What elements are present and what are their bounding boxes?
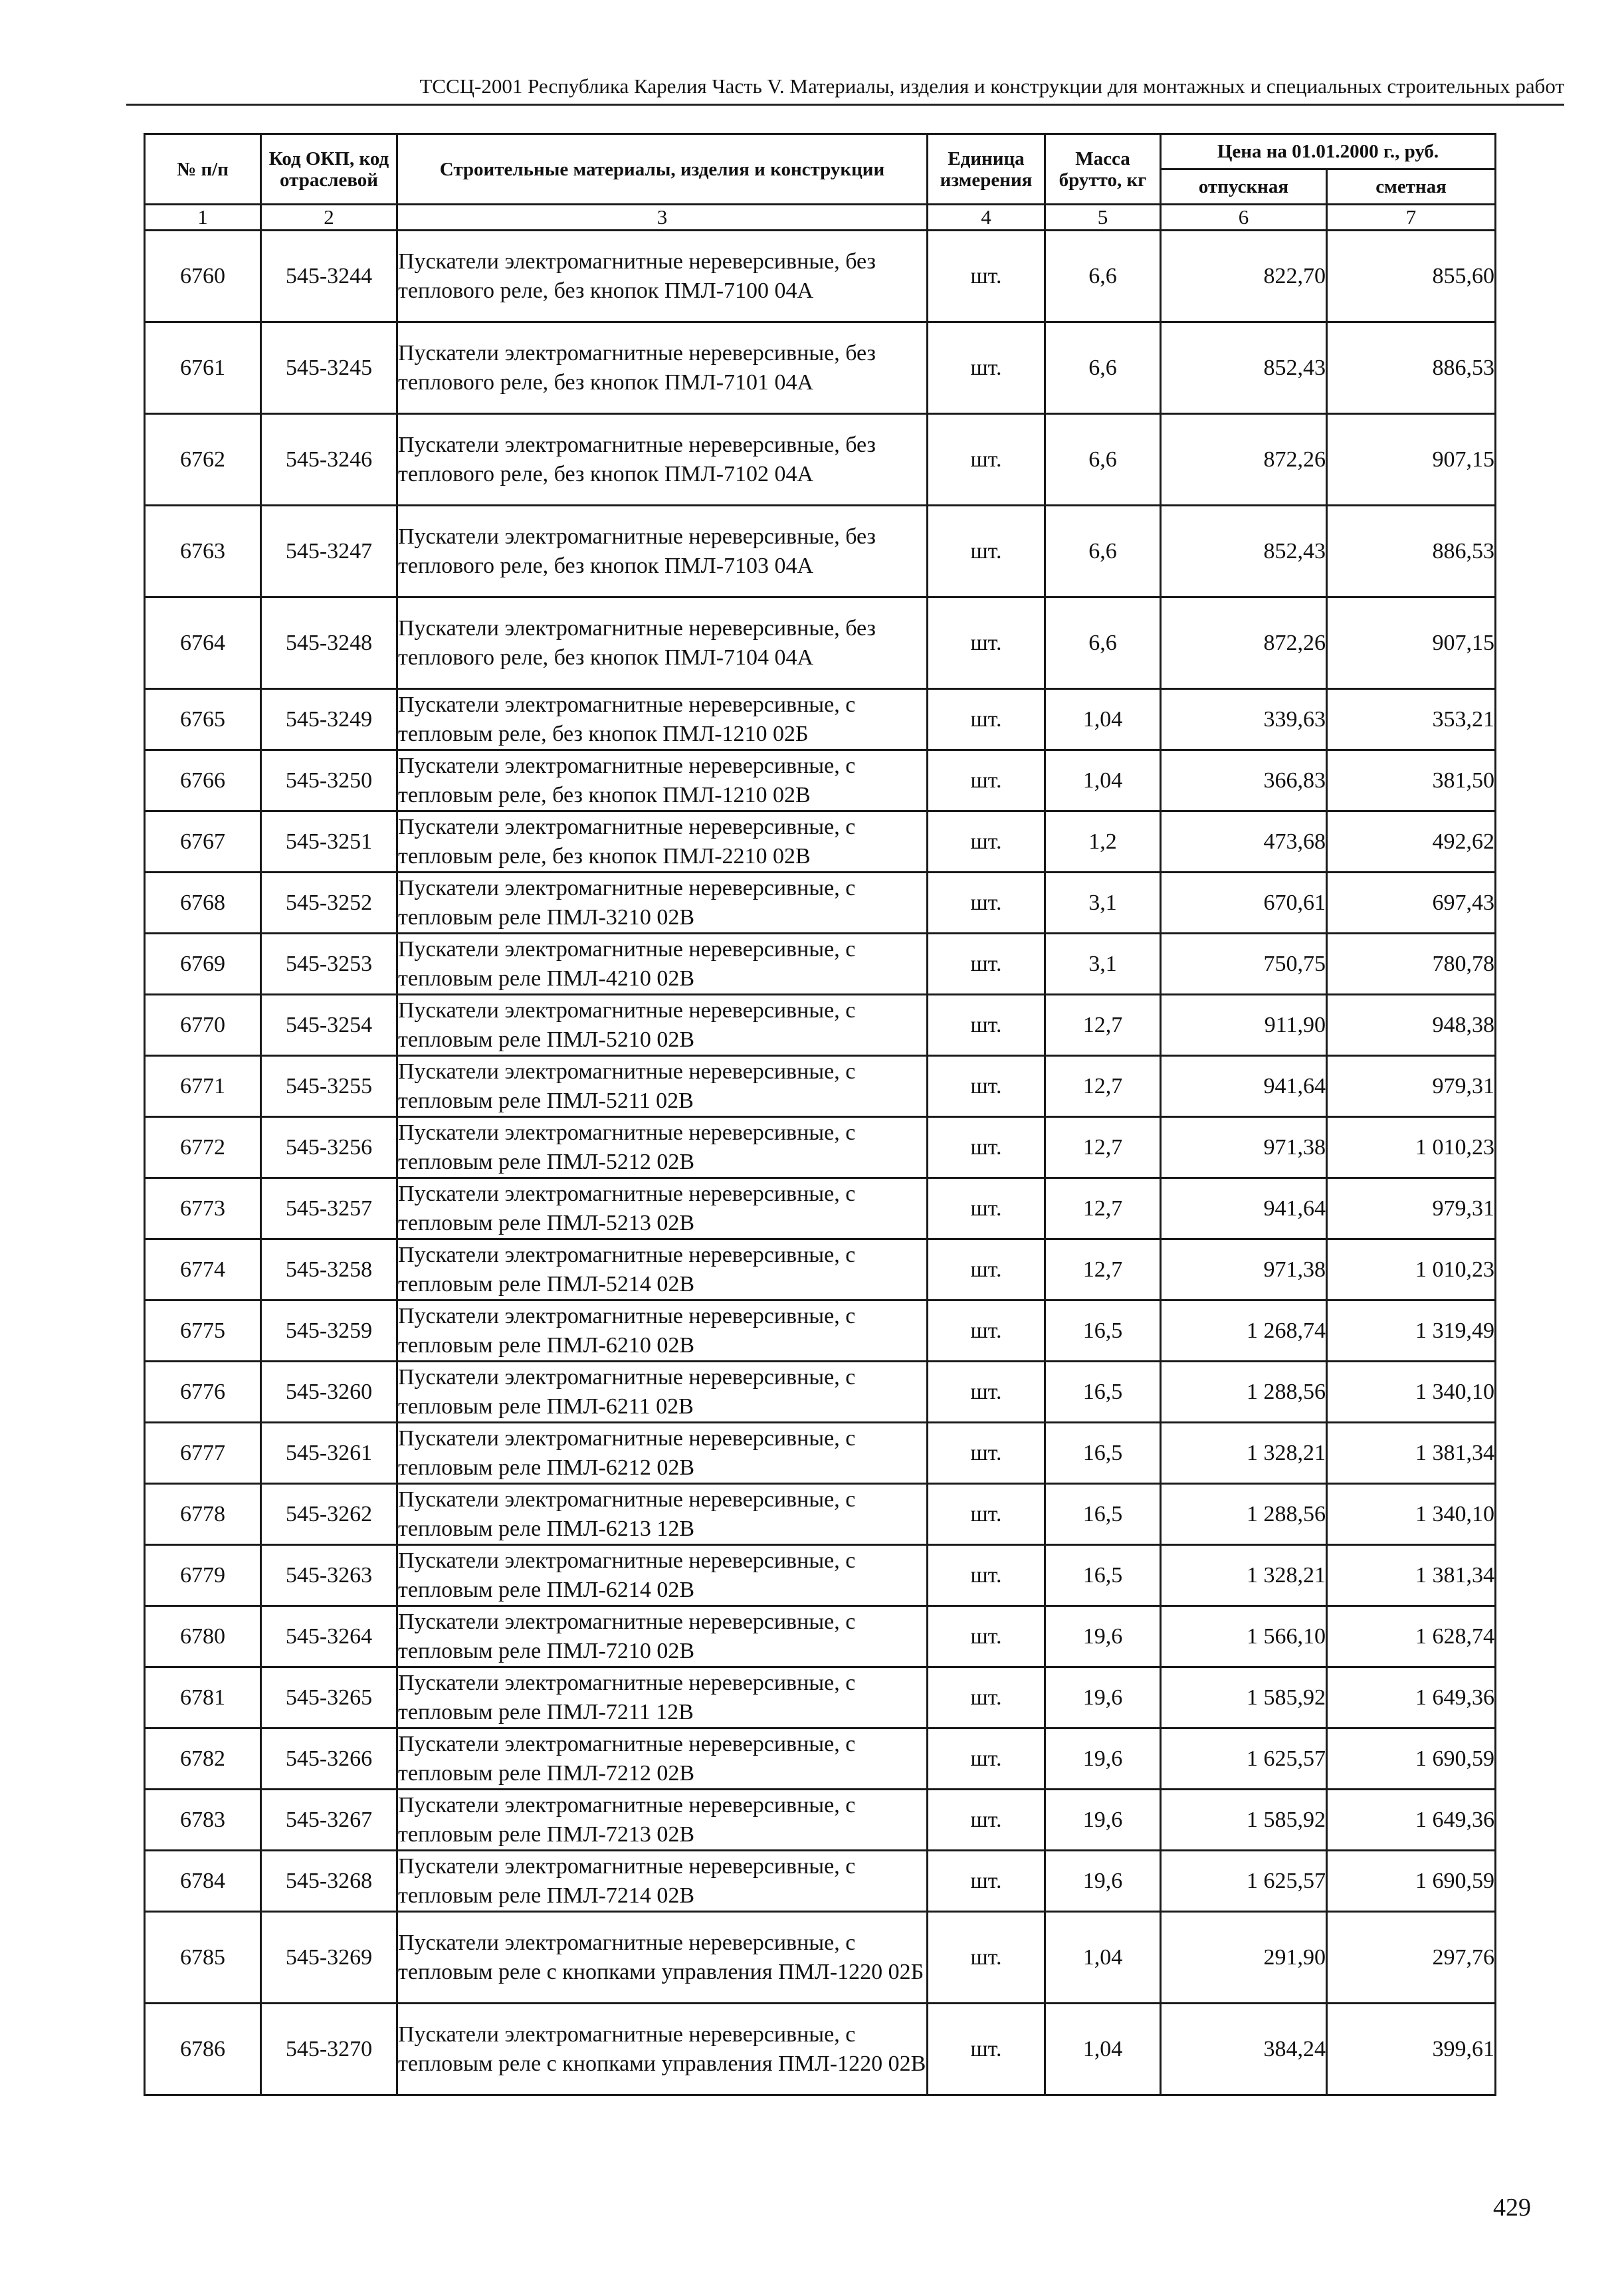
item-number: 6784 [145, 1851, 261, 1912]
item-description: Пускатели электромагнитные нереверсивные, с тепловым реле ПМЛ-6213 12В [397, 1484, 928, 1545]
item-number: 6768 [145, 873, 261, 934]
header-code: Код ОКП, код отраслевой [261, 134, 397, 205]
estimate-price: 1 340,10 [1327, 1362, 1496, 1423]
release-price: 1 328,21 [1161, 1545, 1327, 1606]
gross-mass: 19,6 [1045, 1851, 1161, 1912]
item-description: Пускатели электромагнитные нереверсивные, с тепловым реле ПМЛ-5213 02В [397, 1178, 928, 1239]
gross-mass: 1,04 [1045, 750, 1161, 811]
column-number: 2 [261, 205, 397, 231]
gross-mass: 12,7 [1045, 1178, 1161, 1239]
item-description: Пускатели электромагнитные нереверсивные, с тепловым реле ПМЛ-5214 02В [397, 1239, 928, 1300]
okp-code: 545-3244 [261, 231, 397, 322]
okp-code: 545-3268 [261, 1851, 397, 1912]
estimate-price: 979,31 [1327, 1056, 1496, 1117]
column-number: 4 [928, 205, 1045, 231]
item-description: Пускатели электромагнитные нереверсивные, с тепловым реле ПМЛ-7211 12В [397, 1667, 928, 1728]
item-number: 6777 [145, 1423, 261, 1484]
gross-mass: 16,5 [1045, 1484, 1161, 1545]
item-description: Пускатели электромагнитные нереверсивные, без теплового реле, без кнопок ПМЛ-7101 04А [397, 322, 928, 414]
column-number: 5 [1045, 205, 1161, 231]
unit-of-measure: шт. [928, 1423, 1045, 1484]
gross-mass: 16,5 [1045, 1423, 1161, 1484]
column-number: 1 [145, 205, 261, 231]
estimate-price: 780,78 [1327, 934, 1496, 995]
table-row [145, 1545, 1496, 1606]
table-row [145, 689, 1496, 750]
table-row [145, 1300, 1496, 1362]
unit-of-measure: шт. [928, 1056, 1045, 1117]
okp-code: 545-3266 [261, 1728, 397, 1790]
unit-of-measure: шт. [928, 597, 1045, 689]
gross-mass: 16,5 [1045, 1362, 1161, 1423]
release-price: 1 566,10 [1161, 1606, 1327, 1667]
table-row [145, 1728, 1496, 1790]
release-price: 1 288,56 [1161, 1484, 1327, 1545]
item-number: 6775 [145, 1300, 261, 1362]
unit-of-measure: шт. [928, 689, 1045, 750]
table-row [145, 1606, 1496, 1667]
item-description: Пускатели электромагнитные нереверсивные, с тепловым реле ПМЛ-3210 02В [397, 873, 928, 934]
estimate-price: 907,15 [1327, 597, 1496, 689]
gross-mass: 12,7 [1045, 995, 1161, 1056]
unit-of-measure: шт. [928, 1300, 1045, 1362]
table-row [145, 231, 1496, 322]
release-price: 750,75 [1161, 934, 1327, 995]
release-price: 941,64 [1161, 1178, 1327, 1239]
okp-code: 545-3256 [261, 1117, 397, 1178]
item-description: Пускатели электромагнитные нереверсивные, без теплового реле, без кнопок ПМЛ-7100 04А [397, 231, 928, 322]
estimate-price: 381,50 [1327, 750, 1496, 811]
unit-of-measure: шт. [928, 1728, 1045, 1790]
okp-code: 545-3248 [261, 597, 397, 689]
unit-of-measure: шт. [928, 1178, 1045, 1239]
table-row [145, 597, 1496, 689]
table-row [145, 1667, 1496, 1728]
release-price: 872,26 [1161, 597, 1327, 689]
item-description: Пускатели электромагнитные нереверсивные, с тепловым реле, без кнопок ПМЛ-1210 02Б [397, 689, 928, 750]
okp-code: 545-3263 [261, 1545, 397, 1606]
release-price: 971,38 [1161, 1117, 1327, 1178]
column-number: 3 [397, 205, 928, 231]
unit-of-measure: шт. [928, 995, 1045, 1056]
item-description: Пускатели электромагнитные нереверсивные, без теплового реле, без кнопок ПМЛ-7104 04А [397, 597, 928, 689]
item-number: 6772 [145, 1117, 261, 1178]
okp-code: 545-3252 [261, 873, 397, 934]
unit-of-measure: шт. [928, 1239, 1045, 1300]
running-header: ТССЦ-2001 Республика Карелия Часть V. Материалы, изделия и конструкции для монтажных и специальных строительных работ [126, 72, 1564, 106]
okp-code: 545-3247 [261, 506, 397, 597]
unit-of-measure: шт. [928, 1362, 1045, 1423]
table-row [145, 995, 1496, 1056]
item-description: Пускатели электромагнитные нереверсивные, с тепловым реле ПМЛ-7210 02В [397, 1606, 928, 1667]
page-number: 429 [1493, 2194, 1531, 2222]
estimate-price: 1 649,36 [1327, 1667, 1496, 1728]
estimate-price: 399,61 [1327, 2004, 1496, 2095]
release-price: 1 288,56 [1161, 1362, 1327, 1423]
estimate-price: 697,43 [1327, 873, 1496, 934]
item-number: 6767 [145, 811, 261, 873]
header-price-release: отпускная [1161, 169, 1327, 205]
item-description: Пускатели электромагнитные нереверсивные, с тепловым реле ПМЛ-5212 02В [397, 1117, 928, 1178]
unit-of-measure: шт. [928, 750, 1045, 811]
header-price-group: Цена на 01.01.2000 г., руб. [1161, 134, 1496, 169]
item-description: Пускатели электромагнитные нереверсивные, с тепловым реле ПМЛ-6214 02В [397, 1545, 928, 1606]
unit-of-measure: шт. [928, 1851, 1045, 1912]
item-description: Пускатели электромагнитные нереверсивные, с тепловым реле ПМЛ-6211 02В [397, 1362, 928, 1423]
table-row [145, 1117, 1496, 1178]
unit-of-measure: шт. [928, 1545, 1045, 1606]
release-price: 872,26 [1161, 414, 1327, 506]
release-price: 1 328,21 [1161, 1423, 1327, 1484]
item-number: 6779 [145, 1545, 261, 1606]
item-description: Пускатели электромагнитные нереверсивные, с тепловым реле с кнопками управления ПМЛ-1220 02В [397, 2004, 928, 2095]
okp-code: 545-3253 [261, 934, 397, 995]
table-row [145, 1178, 1496, 1239]
item-number: 6770 [145, 995, 261, 1056]
estimate-price: 1 649,36 [1327, 1790, 1496, 1851]
okp-code: 545-3254 [261, 995, 397, 1056]
estimate-price: 979,31 [1327, 1178, 1496, 1239]
release-price: 339,63 [1161, 689, 1327, 750]
item-description: Пускатели электромагнитные нереверсивные, с тепловым реле ПМЛ-7213 02В [397, 1790, 928, 1851]
estimate-price: 907,15 [1327, 414, 1496, 506]
header-price-estimate: сметная [1327, 169, 1496, 205]
gross-mass: 16,5 [1045, 1300, 1161, 1362]
okp-code: 545-3258 [261, 1239, 397, 1300]
table-row [145, 1239, 1496, 1300]
unit-of-measure: шт. [928, 1912, 1045, 2004]
item-number: 6761 [145, 322, 261, 414]
okp-code: 545-3269 [261, 1912, 397, 2004]
okp-code: 545-3251 [261, 811, 397, 873]
release-price: 1 585,92 [1161, 1790, 1327, 1851]
estimate-price: 1 690,59 [1327, 1728, 1496, 1790]
release-price: 852,43 [1161, 322, 1327, 414]
unit-of-measure: шт. [928, 506, 1045, 597]
unit-of-measure: шт. [928, 2004, 1045, 2095]
item-number: 6785 [145, 1912, 261, 2004]
release-price: 822,70 [1161, 231, 1327, 322]
okp-code: 545-3249 [261, 689, 397, 750]
estimate-price: 1 690,59 [1327, 1851, 1496, 1912]
gross-mass: 6,6 [1045, 506, 1161, 597]
table-row [145, 322, 1496, 414]
gross-mass: 1,04 [1045, 2004, 1161, 2095]
table-row [145, 1912, 1496, 2004]
okp-code: 545-3259 [261, 1300, 397, 1362]
item-description: Пускатели электромагнитные нереверсивные, с тепловым реле ПМЛ-5210 02В [397, 995, 928, 1056]
table-row [145, 1362, 1496, 1423]
item-number: 6773 [145, 1178, 261, 1239]
release-price: 291,90 [1161, 1912, 1327, 2004]
table-row [145, 1423, 1496, 1484]
item-number: 6781 [145, 1667, 261, 1728]
table-row [145, 811, 1496, 873]
item-description: Пускатели электромагнитные нереверсивные, с тепловым реле ПМЛ-6210 02В [397, 1300, 928, 1362]
gross-mass: 12,7 [1045, 1117, 1161, 1178]
item-number: 6769 [145, 934, 261, 995]
gross-mass: 6,6 [1045, 322, 1161, 414]
table-row [145, 873, 1496, 934]
estimate-price: 1 010,23 [1327, 1117, 1496, 1178]
item-description: Пускатели электромагнитные нереверсивные, с тепловым реле, без кнопок ПМЛ-2210 02В [397, 811, 928, 873]
gross-mass: 3,1 [1045, 873, 1161, 934]
item-description: Пускатели электромагнитные нереверсивные, с тепловым реле ПМЛ-7212 02В [397, 1728, 928, 1790]
unit-of-measure: шт. [928, 414, 1045, 506]
item-description: Пускатели электромагнитные нереверсивные, с тепловым реле ПМЛ-4210 02В [397, 934, 928, 995]
unit-of-measure: шт. [928, 1117, 1045, 1178]
table-row [145, 1851, 1496, 1912]
item-number: 6776 [145, 1362, 261, 1423]
gross-mass: 16,5 [1045, 1545, 1161, 1606]
gross-mass: 19,6 [1045, 1790, 1161, 1851]
column-number: 7 [1327, 205, 1496, 231]
release-price: 1 625,57 [1161, 1851, 1327, 1912]
item-number: 6780 [145, 1606, 261, 1667]
item-number: 6786 [145, 2004, 261, 2095]
estimate-price: 297,76 [1327, 1912, 1496, 2004]
header-mass: Масса брутто, кг [1045, 134, 1161, 205]
item-number: 6760 [145, 231, 261, 322]
gross-mass: 6,6 [1045, 231, 1161, 322]
okp-code: 545-3255 [261, 1056, 397, 1117]
gross-mass: 1,2 [1045, 811, 1161, 873]
table-row [145, 1790, 1496, 1851]
item-description: Пускатели электромагнитные нереверсивные, с тепловым реле ПМЛ-5211 02В [397, 1056, 928, 1117]
item-number: 6771 [145, 1056, 261, 1117]
table-body [145, 231, 1496, 2095]
okp-code: 545-3270 [261, 2004, 397, 2095]
unit-of-measure: шт. [928, 873, 1045, 934]
item-number: 6778 [145, 1484, 261, 1545]
okp-code: 545-3250 [261, 750, 397, 811]
gross-mass: 3,1 [1045, 934, 1161, 995]
table-row [145, 414, 1496, 506]
table-row [145, 750, 1496, 811]
item-description: Пускатели электромагнитные нереверсивные, без теплового реле, без кнопок ПМЛ-7102 04А [397, 414, 928, 506]
item-description: Пускатели электромагнитные нереверсивные, с тепловым реле ПМЛ-7214 02В [397, 1851, 928, 1912]
okp-code: 545-3245 [261, 322, 397, 414]
item-number: 6764 [145, 597, 261, 689]
unit-of-measure: шт. [928, 231, 1045, 322]
okp-code: 545-3265 [261, 1667, 397, 1728]
estimate-price: 886,53 [1327, 506, 1496, 597]
item-number: 6782 [145, 1728, 261, 1790]
gross-mass: 6,6 [1045, 597, 1161, 689]
header-description: Строительные материалы, изделия и конструкции [397, 134, 928, 205]
estimate-price: 1 340,10 [1327, 1484, 1496, 1545]
gross-mass: 1,04 [1045, 1912, 1161, 2004]
release-price: 852,43 [1161, 506, 1327, 597]
gross-mass: 19,6 [1045, 1728, 1161, 1790]
table-row [145, 1484, 1496, 1545]
item-number: 6765 [145, 689, 261, 750]
unit-of-measure: шт. [928, 811, 1045, 873]
item-number: 6762 [145, 414, 261, 506]
okp-code: 545-3261 [261, 1423, 397, 1484]
estimate-price: 1 010,23 [1327, 1239, 1496, 1300]
okp-code: 545-3257 [261, 1178, 397, 1239]
unit-of-measure: шт. [928, 1790, 1045, 1851]
gross-mass: 19,6 [1045, 1606, 1161, 1667]
gross-mass: 12,7 [1045, 1239, 1161, 1300]
table-row [145, 1056, 1496, 1117]
column-number: 6 [1161, 205, 1327, 231]
table-row [145, 934, 1496, 995]
gross-mass: 1,04 [1045, 689, 1161, 750]
release-price: 1 268,74 [1161, 1300, 1327, 1362]
header-num: № п/п [145, 134, 261, 205]
gross-mass: 12,7 [1045, 1056, 1161, 1117]
estimate-price: 353,21 [1327, 689, 1496, 750]
unit-of-measure: шт. [928, 322, 1045, 414]
release-price: 911,90 [1161, 995, 1327, 1056]
estimate-price: 1 381,34 [1327, 1545, 1496, 1606]
release-price: 670,61 [1161, 873, 1327, 934]
gross-mass: 6,6 [1045, 414, 1161, 506]
release-price: 473,68 [1161, 811, 1327, 873]
estimate-price: 855,60 [1327, 231, 1496, 322]
table-row [145, 2004, 1496, 2095]
header-unit: Единица измерения [928, 134, 1045, 205]
release-price: 1 625,57 [1161, 1728, 1327, 1790]
item-number: 6766 [145, 750, 261, 811]
release-price: 384,24 [1161, 2004, 1327, 2095]
item-description: Пускатели электромагнитные нереверсивные, с тепловым реле, без кнопок ПМЛ-1210 02В [397, 750, 928, 811]
item-number: 6763 [145, 506, 261, 597]
okp-code: 545-3262 [261, 1484, 397, 1545]
item-description: Пускатели электромагнитные нереверсивные, без теплового реле, без кнопок ПМЛ-7103 04А [397, 506, 928, 597]
okp-code: 545-3264 [261, 1606, 397, 1667]
estimate-price: 492,62 [1327, 811, 1496, 873]
estimate-price: 1 319,49 [1327, 1300, 1496, 1362]
table-row [145, 506, 1496, 597]
okp-code: 545-3246 [261, 414, 397, 506]
gross-mass: 19,6 [1045, 1667, 1161, 1728]
release-price: 1 585,92 [1161, 1667, 1327, 1728]
unit-of-measure: шт. [928, 1606, 1045, 1667]
release-price: 366,83 [1161, 750, 1327, 811]
price-table [144, 133, 1496, 2096]
estimate-price: 948,38 [1327, 995, 1496, 1056]
okp-code: 545-3260 [261, 1362, 397, 1423]
release-price: 941,64 [1161, 1056, 1327, 1117]
estimate-price: 1 628,74 [1327, 1606, 1496, 1667]
estimate-price: 1 381,34 [1327, 1423, 1496, 1484]
unit-of-measure: шт. [928, 1484, 1045, 1545]
release-price: 971,38 [1161, 1239, 1327, 1300]
item-number: 6783 [145, 1790, 261, 1851]
unit-of-measure: шт. [928, 1667, 1045, 1728]
item-description: Пускатели электромагнитные нереверсивные, с тепловым реле с кнопками управления ПМЛ-1220 02Б [397, 1912, 928, 2004]
okp-code: 545-3267 [261, 1790, 397, 1851]
unit-of-measure: шт. [928, 934, 1045, 995]
estimate-price: 886,53 [1327, 322, 1496, 414]
item-description: Пускатели электромагнитные нереверсивные, с тепловым реле ПМЛ-6212 02В [397, 1423, 928, 1484]
item-number: 6774 [145, 1239, 261, 1300]
